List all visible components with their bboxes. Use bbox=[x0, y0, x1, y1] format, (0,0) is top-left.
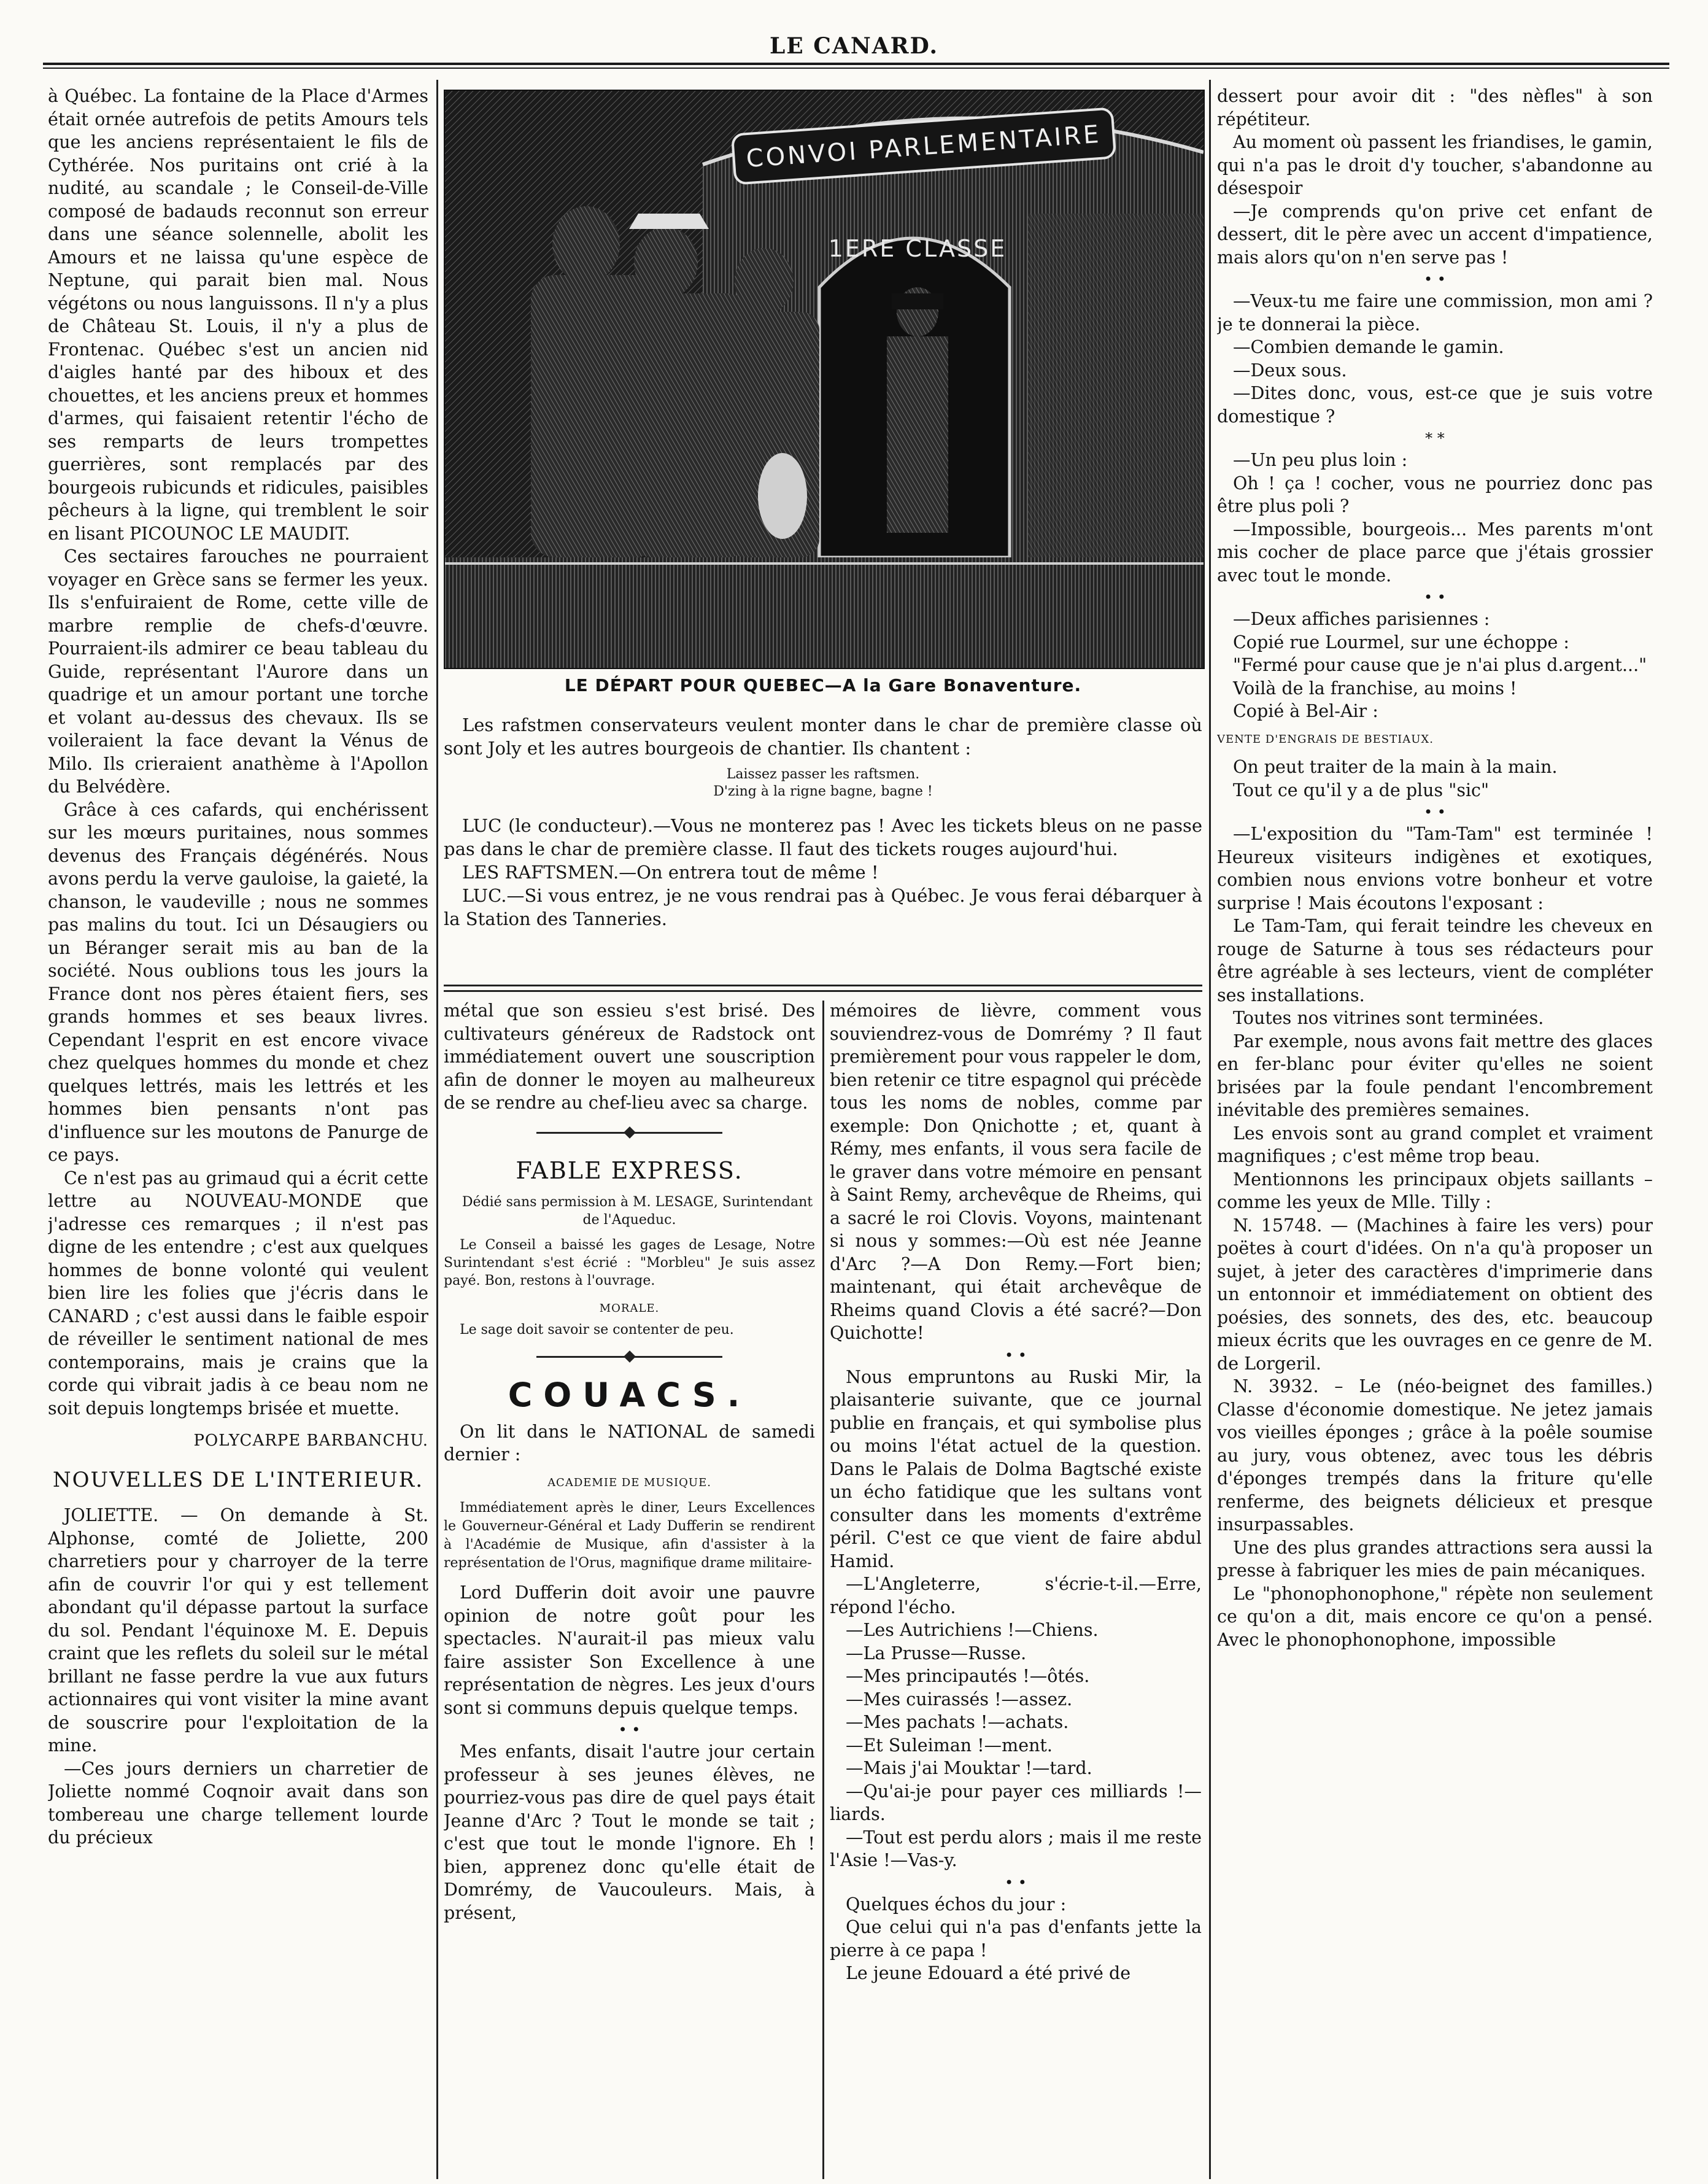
paragraph: Par exemple, nous avons fait mettre des glaces en fer-blanc pour éviter qu'elles ne soient brisées par la foule pendant l'encombrement inévitable des premières semaines. bbox=[1217, 1031, 1653, 1120]
column-2 bbox=[444, 999, 815, 2178]
academie-heading: ACADEMIE DE MUSIQUE. bbox=[547, 1476, 711, 1489]
vente-heading: VENTE D'ENGRAIS DE BESTIAUX. bbox=[1217, 732, 1434, 746]
separator-stars: • • bbox=[1424, 589, 1446, 606]
echo-line: —Mes pachats !—achats. bbox=[846, 1712, 1069, 1732]
separator-stars: • • bbox=[1424, 271, 1446, 288]
paragraph: Les rafstmen conservateurs veulent monter dans le char de première classe où sont Joly et les autres bourgeois de chantier. Ils chantent : bbox=[444, 714, 1202, 759]
engraving-illustration bbox=[444, 90, 1205, 669]
paragraph: —Je comprends qu'on prive cet enfant de dessert, dit le père avec un accent d'impatience, mais alors qu'on n'en serve pas ! bbox=[1217, 201, 1653, 268]
couacs-title: COUACS. bbox=[508, 1376, 751, 1414]
paragraph: Ces sectaires farouches ne pourraient voyager en Grèce sans se fermer les yeux. Ils s'enfuiraient de Rome, cette ville de marbre remplie de chefs-d'œuvre. Pourraient-ils admirer ce beau tableau du Guide, représentant l'Aurore dans un quadrige et un amour portant une torche et volant au-dessus des chevaux. Ils se voileraient la face devant la Vénus de Milo. Ils crieraient anathème à l'Apollon du Belvédère. bbox=[48, 546, 428, 797]
masthead: LE CANARD. bbox=[769, 33, 939, 59]
column-rule-2 bbox=[822, 1001, 824, 2179]
paragraph: N. 3932. – Le (néo-beignet des familles.) Classe d'économie domestique. Ne jetez jamais vos vieilles éponges ; grâce à la poêle soumise au jury, vous obtenez, avec tous les débris d'éponges trempés dans la friture qu'elle renferme, des beignets délicieux et presque insurpassables. bbox=[1217, 1376, 1653, 1535]
paragraph: —Veux-tu me faire une commission, mon ami ? je te donnerai la pièce. bbox=[1217, 291, 1653, 335]
echo-line: —Et Suleiman !—ment. bbox=[846, 1735, 1053, 1756]
paragraph: dessert pour avoir dit : "des nèfles" à son répétiteur. bbox=[1217, 86, 1653, 130]
door-text: 1ERE CLASSE bbox=[828, 235, 1007, 262]
paragraph: —Dites donc, vous, est-ce que je suis votre domestique ? bbox=[1217, 383, 1653, 427]
paragraph: mémoires de lièvre, comment vous souviendrez-vous de Domrémy ? Il faut premièrement pour vous rappeler le dom, bien retenir ce titre espagnol qui précède tous les noms de nobles, comme par exemple: Don Qnichotte ; et, quant à Rémy, mes enfants, il vous sera facile de le graver dans votre mémoire en pensant à Saint Remy, archevêque de Rheims, qui a sacré le roi Clovis. Voyons, maintenant si nous y sommes:—Où est née Jeanne d'Arc ?—A Don Remy.—Fort bien; maintenant, qui était archevêque de Rheims quand Clovis a été sacré?—Don Quichotte! bbox=[830, 1001, 1202, 1343]
paragraph: —Deux affiches parisiennes : bbox=[1233, 609, 1490, 629]
illustration-dialogue bbox=[444, 713, 1202, 931]
paragraph: —Combien demande le gamin. bbox=[1233, 337, 1504, 357]
paragraph: métal que son essieu s'est brisé. Des cultivateurs généreux de Radstock ont immédiatement ouvert une souscription afin de donner le moyen au malheureux de se rendre au chef-lieu avec sa charge. bbox=[444, 1001, 815, 1113]
paragraph: Toutes nos vitrines sont terminées. bbox=[1233, 1008, 1544, 1028]
paragraph: On lit dans le NATIONAL de samedi dernier : bbox=[444, 1421, 815, 1465]
subheading: Quelques échos du jour : bbox=[846, 1894, 1067, 1915]
echo-line: —La Prusse—Russe. bbox=[846, 1643, 1027, 1663]
paragraph: Lord Dufferin doit avoir une pauvre opinion de notre goût pour les spectacles. N'aurait-il pas mieux valu faire assister Son Excellence à une représentation de nègres. Les jeux d'ours sont si communs depuis quelque temps. bbox=[444, 1582, 815, 1718]
paragraph: Mentionnons les principaux objets saillants – comme les yeux de Mlle. Tilly : bbox=[1217, 1169, 1653, 1212]
echo-line: —Mais j'ai Mouktar !—tard. bbox=[846, 1758, 1092, 1778]
song-line: Laissez passer les raftsmen. bbox=[726, 767, 920, 782]
column-3 bbox=[830, 999, 1202, 2178]
column-4 bbox=[1217, 85, 1653, 2178]
paragraph: JOLIETTE. — On demande à St. Alphonse, comté de Joliette, 200 charretiers pour y charroyer de la terre afin de couvrir l'or qui y est tellement abondant qu'il dépasse partout la surface du sol. Pendant l'équinoxe M. E. Depuis craint que les reflets du soleil sur le métal brillant ne fasse perdre la vue aux futurs actionnaires qui vont visiter la mine avant de souscrire pour l'exploitation de la mine. bbox=[48, 1505, 428, 1756]
separator-stars: • • bbox=[1424, 804, 1446, 821]
fable bbox=[444, 1193, 815, 1339]
separator-stars: • • bbox=[1005, 1346, 1027, 1364]
paragraph: Copié à Bel-Air : bbox=[1233, 701, 1378, 721]
echo-line: —Tout est perdu alors ; mais il me reste l'Asie !—Vas-y. bbox=[830, 1827, 1202, 1870]
paragraph: —Impossible, bourgeois... Mes parents m'ont mis cocher de place parce que j'étais grossier avec tout le monde. bbox=[1217, 519, 1653, 586]
top-rule bbox=[43, 63, 1669, 65]
section-title: NOUVELLES DE L'INTERIEUR. bbox=[52, 1467, 424, 1492]
signature: POLYCARPE BARBANCHU. bbox=[193, 1431, 428, 1450]
paragraph: Les envois sont au grand complet et vraiment magnifiques ; c'est même trop beau. bbox=[1217, 1123, 1653, 1166]
paragraph: "Fermé pour cause que je n'ai plus d.argent..." bbox=[1233, 655, 1647, 675]
paragraph: Nous empruntons au Ruski Mir, la plaisanterie suivante, que ce journal publie en français, et qui symbolise plus ou moins l'état actuel de la question. Dans le Palais de Dolma Bagtsché existe un écho fatidique que les sultans vont consulter dans les moments d'extrême péril. C'est ce que vient de faire abdul Hamid. bbox=[830, 1366, 1202, 1571]
divider bbox=[536, 1356, 722, 1366]
paragraph: —L'exposition du "Tam-Tam" est terminée ! Heureux visiteurs indigènes et exotiques, combien nous envions votre bonheur et votre surprise ! Mais écoutons l'exposant : bbox=[1217, 824, 1653, 913]
paragraph: —Un peu plus loin : bbox=[1233, 450, 1408, 470]
paragraph: Tout ce qu'il y a de plus "sic" bbox=[1233, 780, 1490, 800]
paragraph: Que celui qui n'a pas d'enfants jette la pierre à ce papa ! bbox=[830, 1917, 1202, 1961]
echo-line: —Qu'ai-je pour payer ces milliards !—liards. bbox=[830, 1781, 1202, 1824]
echo-line: —Les Autrichiens !—Chiens. bbox=[846, 1620, 1099, 1640]
column-rule-1 bbox=[436, 80, 438, 2179]
moral-label: MORALE. bbox=[599, 1302, 660, 1315]
paragraph: Copié rue Lourmel, sur une échoppe : bbox=[1233, 632, 1569, 652]
paragraph: Le Tam-Tam, qui ferait teindre les cheveux en rouge de Saturne à tous ses rédacteurs pour être agréable à ses lecteurs, vient de compléter ses installations. bbox=[1217, 916, 1653, 1005]
paragraph: Le "phonophonophone," répète non seulement ce qu'on a dit, mais encore ce qu'on a pensé. Avec le phonophonophone, impossible bbox=[1217, 1583, 1653, 1650]
echo-line: —L'Angleterre, s'écrie-t-il.—Erre, répond l'écho. bbox=[830, 1574, 1202, 1617]
paragraph: LUC (le conducteur).—Vous ne monterez pas ! Avec les tickets bleus on ne passe pas dans le char de première classe. Il faut des tickets rouges aujourd'hui. bbox=[444, 815, 1202, 859]
song bbox=[444, 766, 1202, 800]
echo-line: —Mes principautés !—ôtés. bbox=[846, 1666, 1090, 1686]
column-rule-4 bbox=[1209, 80, 1211, 2179]
paragraph: —Ces jours derniers un charretier de Joliette nommé Coqnoir avait dans son tombereau une charge tellement lourde du précieux bbox=[48, 1758, 428, 1848]
section-double-rule bbox=[444, 985, 1202, 992]
paragraph: Oh ! ça ! cocher, vous ne pourriez donc pas être plus poli ? bbox=[1217, 473, 1653, 516]
paragraph: Au moment où passent les friandises, le gamin, qui n'a pas le droit d'y toucher, s'abandonne au désespoir bbox=[1217, 132, 1653, 198]
separator-stars: * * bbox=[1425, 430, 1445, 447]
paragraph: Voilà de la franchise, au moins ! bbox=[1233, 678, 1517, 699]
moral-text: Le sage doit savoir se contenter de peu. bbox=[460, 1322, 734, 1338]
fable-dedication: Dédié sans permission à M. LESAGE, Surintendant de l'Aqueduc. bbox=[462, 1195, 813, 1228]
paragraph: Grâce à ces cafards, qui enchérissent sur les mœurs puritaines, nous sommes devenus des Français dégénérés. Nous avons perdu la verve gauloise, la gaieté, la chanson, le vaudeville ; nous ne sommes pas malins du tout. Ici un Désaugiers ou un Béranger serait mis au ban de la société. Nous oublions tous les jours la France dont nos pères étaient fiers, ses grands hommes et ses beaux livres. Cependant l'esprit en est encore vivace chez quelques hommes du monde et chez quelques lettrés, mais les lettrés et les hommes bien pensants n'ont pas d'influence sur les moutons de Panurge de ce pays. bbox=[48, 799, 428, 1165]
sign-text: CONVOI PARLEMENTAIRE bbox=[745, 120, 1102, 174]
echo-line: —Mes cuirassés !—assez. bbox=[846, 1689, 1073, 1710]
paragraph: —Deux sous. bbox=[1233, 360, 1347, 381]
paragraph: Ce n'est pas au grimaud qui a écrit cette lettre au NOUVEAU-MONDE que j'adresse ces remarques ; il n'est pas digne de les entendre ; c'est aux quelques hommes de bonne volonté qui veulent bien lire les folies que j'écris dans le CANARD ; c'est aussi dans le faible espoir de réveiller le sentiment national de mes contemporains, mais je crains que la corde qui vibrait jadis à ce beau nom ne soit depuis longtemps brisée et muette. bbox=[48, 1168, 428, 1419]
raftsmen-group bbox=[531, 206, 819, 557]
fable-text: Le Conseil a baissé les gages de Lesage, Notre Surintendant s'est écrié : "Morbleu" Je suis assez payé. Bon, restons à l'ouvrage. bbox=[444, 1237, 815, 1288]
divider bbox=[536, 1132, 722, 1142]
paragraph: à Québec. La fontaine de la Place d'Armes était ornée autrefois de petits Amours tels que les anciens représentaient le fils de Cythérée. Nos puritains ont crié à la nudité, au scandale ; le Conseil-de-Ville composé de badauds reconnut son erreur dans une séance solennelle, abolit les Amours et ne laissa qu'une espèce de Neptune, qui parait bien mal. Nous végétons ou nous languissons. Il n'y a plus de Château St. Louis, il n'y a plus de Frontenac. Québec s'est un ancien nid d'aigles hanté par des hiboux et des chouettes, et les anciens preux et hommes d'armes, qui faisaient retentir l'écho de ses remparts de leurs trompettes guerrières, sont remplacés par des bourgeois rubicunds et ridicules, paisibles pêcheurs à la ligne, qui tremblent le soir en lisant PICOUNOC LE MAUDIT. bbox=[48, 86, 428, 544]
paragraph: Une des plus grandes attractions sera aussi la presse à fabriquer les mies de pain mécaniques. bbox=[1217, 1537, 1653, 1581]
separator-stars: • • bbox=[1005, 1873, 1027, 1891]
paragraph: On peut traiter de la main à la main. bbox=[1233, 757, 1558, 777]
column-1 bbox=[48, 85, 428, 2178]
top-rule-thin bbox=[43, 68, 1669, 69]
paragraph: N. 15748. — (Machines à faire les vers) pour poëtes à court d'idées. On n'a qu'à proposer un sujet, à jeter des caractères d'imprimerie dans un entonnoir et immédiatement on obtient des poésies, des sonnets, des des, etc. beaucoup mieux écrits que les ouvrages en ce genre de M. de Lorgeril. bbox=[1217, 1215, 1653, 1374]
fable-title: FABLE EXPRESS. bbox=[516, 1156, 743, 1184]
paragraph: LES RAFTSMEN.—On entrera tout de même ! bbox=[462, 862, 879, 883]
paragraph: Mes enfants, disait l'autre jour certain professeur à ses jeunes élèves, ne pourriez-vous pas dire de quel pays était Jeanne d'Arc ? Tout le monde se tait ; c'est que tout le monde l'ignore. Eh ! bien, apprenez donc qu'elle était de Domrémy, de Vaucouleurs. Mais, à présent, bbox=[444, 1741, 815, 1923]
paragraph: Le jeune Edouard a été privé de bbox=[846, 1963, 1131, 1983]
separator-stars: • • bbox=[618, 1721, 641, 1738]
academie-text: Immédiatement après le diner, Leurs Excellences le Gouverneur-Général et Lady Dufferin se rendirent à l'Académie de Musique, afin d'assister à la représentation de l'Orus, magnifique drame militaire- bbox=[444, 1500, 815, 1571]
train-station-engraving bbox=[445, 91, 1204, 668]
illustration-caption: LE DÉPART POUR QUEBEC—A la Gare Bonaventure. bbox=[564, 675, 1082, 695]
song-line: D'zing à la rigne bagne, bagne ! bbox=[713, 784, 933, 799]
paragraph: LUC.—Si vous entrez, je ne vous rendrai pas à Québec. Je vous ferai débarquer à la Station des Tanneries. bbox=[444, 885, 1202, 929]
